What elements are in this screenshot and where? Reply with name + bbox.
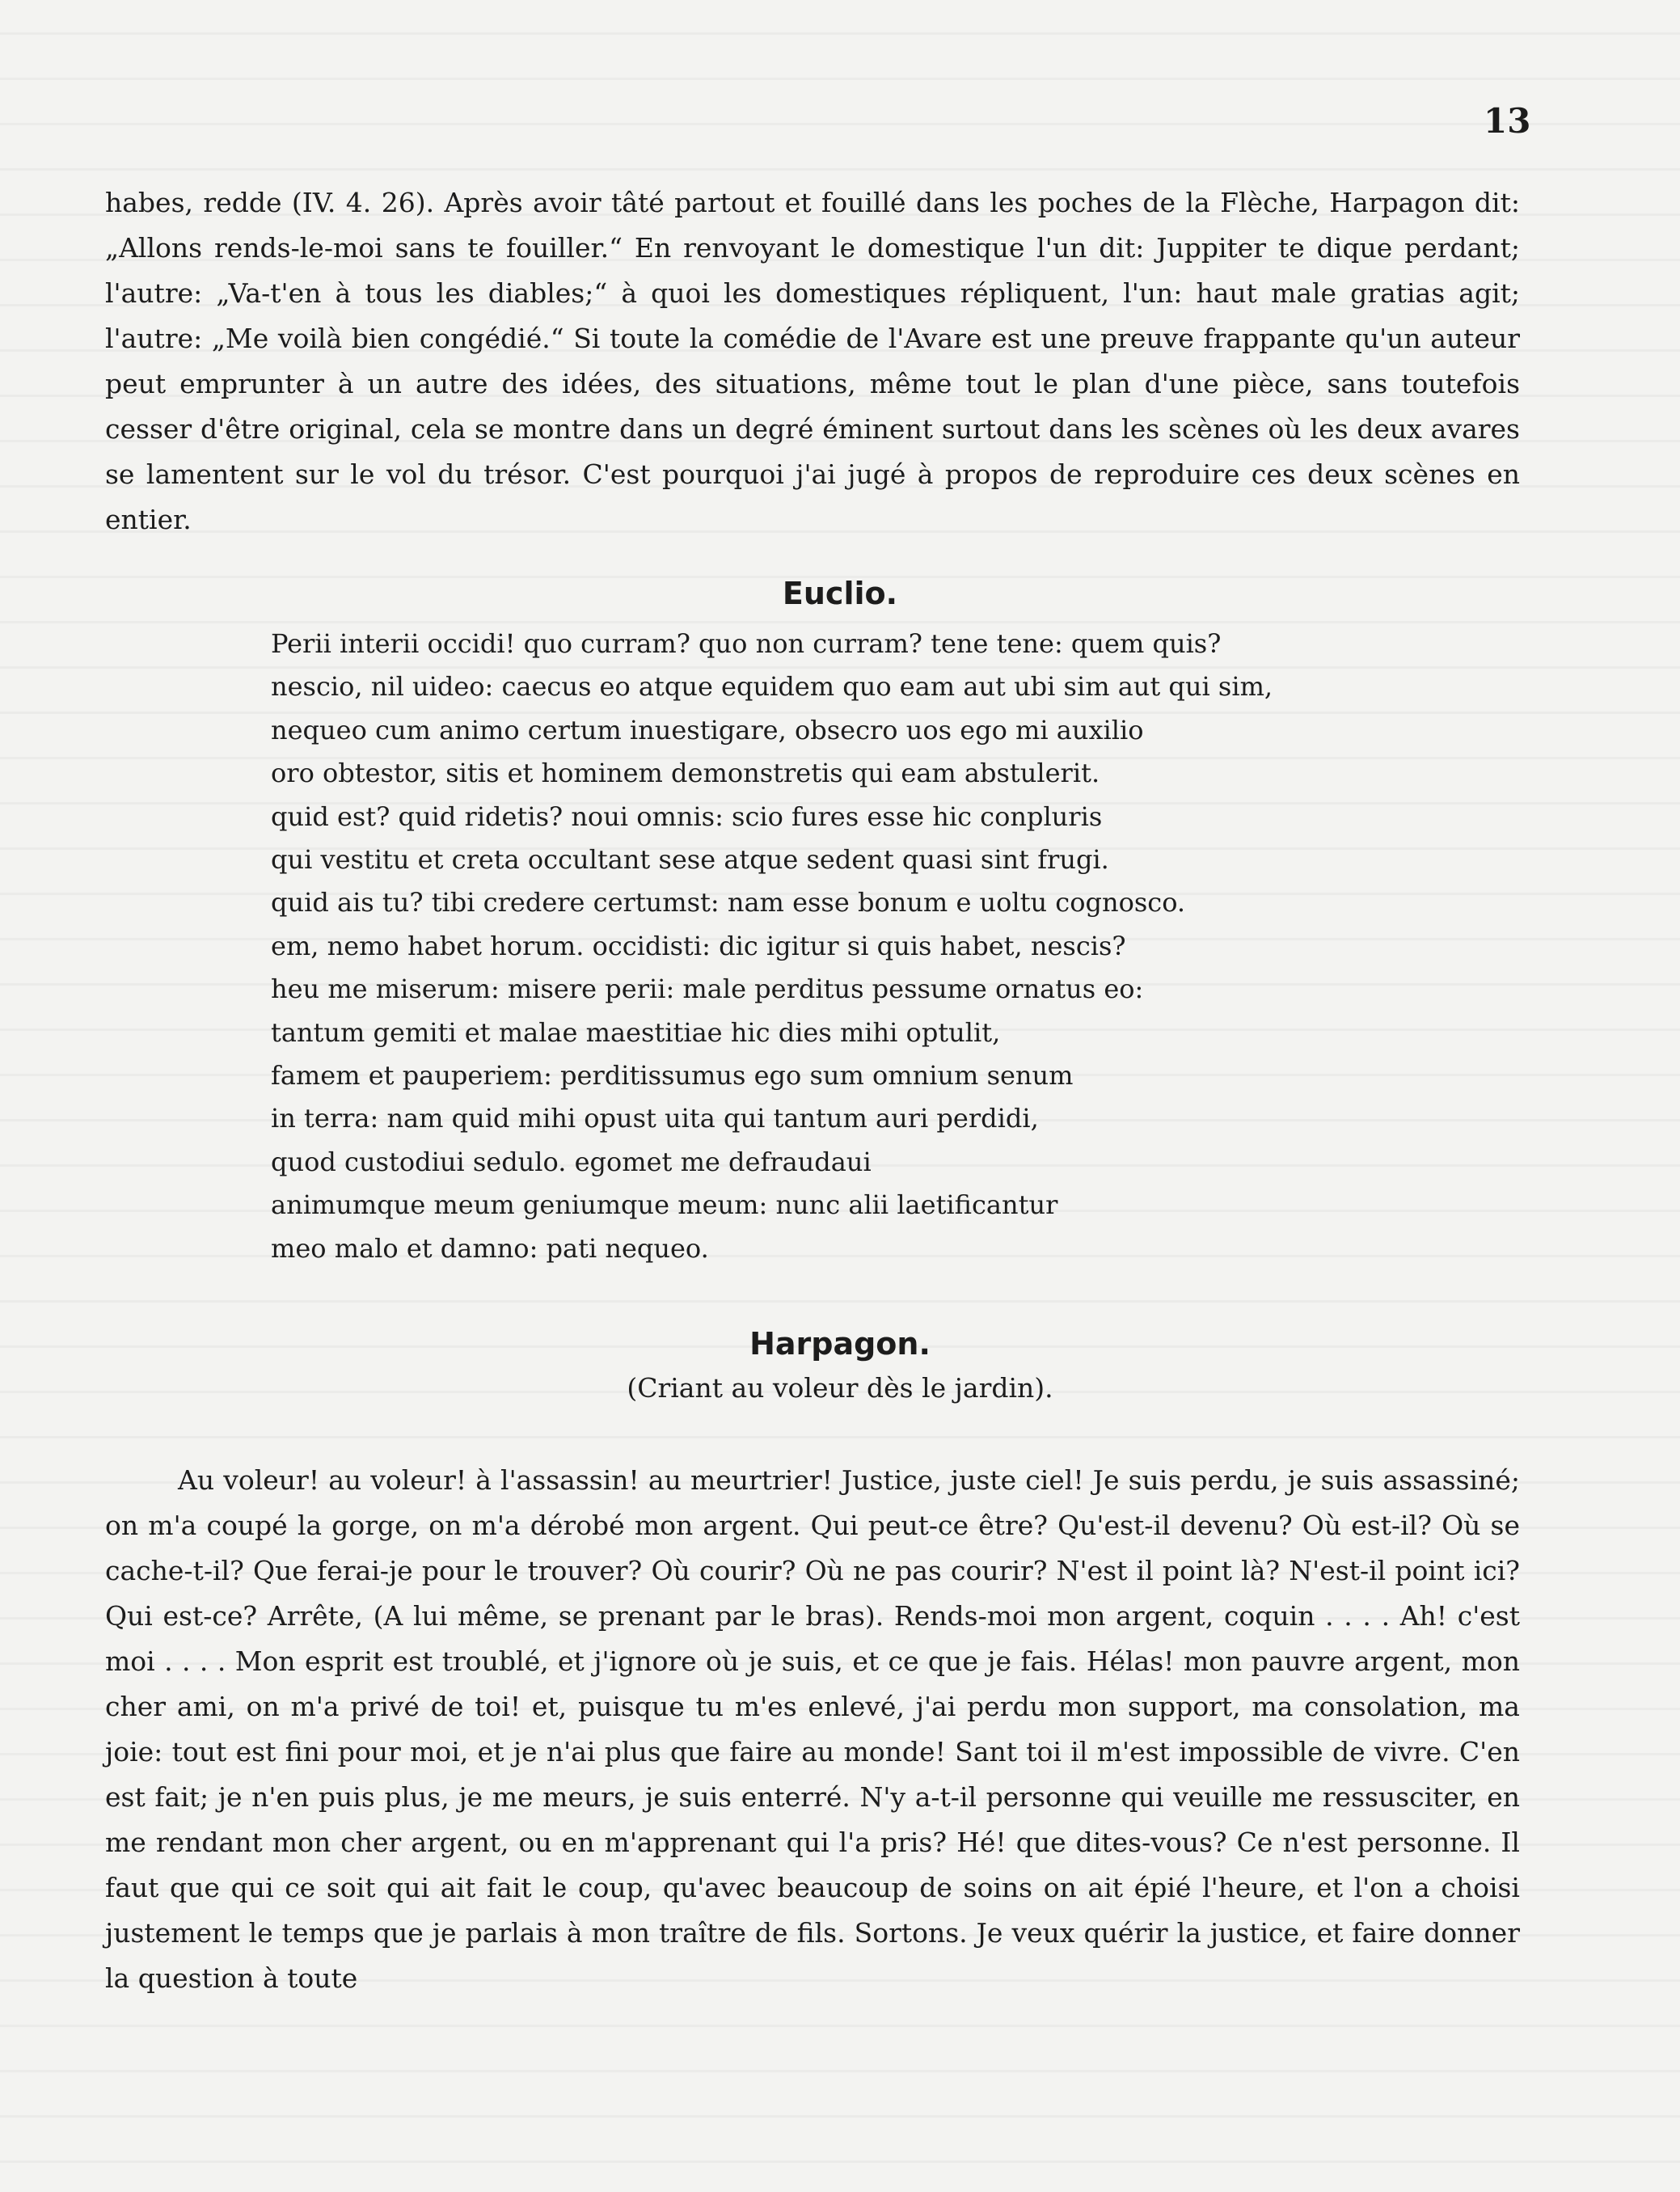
verse-line: em, nemo habet horum. occidisti: dic igitur si quis habet, nescis? xyxy=(271,930,1126,961)
verse-line: heu me miserum: misere perii: male perditus pessume ornatus eo: xyxy=(271,974,1144,1005)
verse-line: nescio, nil uideo: caecus eo atque equidem quo eam aut ubi sim aut qui sim, xyxy=(271,671,1273,703)
verse-line: animumque meum geniumque meum: nunc alii laetificantur xyxy=(271,1189,1058,1221)
verse-line: in terra: nam quid mihi opust uita qui tantum auri perdidi, xyxy=(271,1103,1039,1134)
page-number: 13 xyxy=(1484,101,1531,141)
harpagon-heading: Harpagon. xyxy=(749,1326,931,1362)
verse-line: quid est? quid ridetis? noui omnis: scio fures esse hic conpluris xyxy=(271,800,1103,832)
stage-direction: (Criant au voleur dès le jardin). xyxy=(627,1372,1053,1404)
harpagon-monologue: Au voleur! au voleur! à l'assassin! au meurtrier! Justice, juste ciel! Je suis perdu, je suis assassiné; on m'a coupé la gorge, on m'a dérobé mon argent. Qui peut-ce être? Qu'est-il devenu? Où est-il? Où se cache-t-il? Que ferai-je pour le trouver? Où courir? Où ne pas courir? N'est il point là? N'est-il point ici? Qui est-ce? Arrête, (A lui même, se prenant par le bras). Rends-moi mon argent, coquin . . . . Ah! c'est moi . . . . Mon esprit est troublé, et j'ignore où je suis, et ce que je fais. Hélas! mon pauvre argent, mon cher ami, on m'a privé de toi! et, puisque tu m'es enlevé, j'ai perdu mon support, ma consolation, ma joie: tout est fini pour moi, et je n'ai plus que faire au monde! Sant toi il m'est impossible de vivre. C'en est fait; je n'en puis plus, je me meurs, je suis enterré. N'y a-t-il personne qui veuille me ressusciter, en me rendant mon cher argent, ou en m'apprenant qui l'a pris? Hé! que dites-vous? Ce n'est personne. Il faut que qui ce soit qui ait fait le coup, qu'avec beaucoup de soins on ait épié l'heure, et l'on a choisi justement le temps que je parlais à mon traître de fils. Sortons. Je veux quérir la justice, et faire donner la question à toute xyxy=(105,1464,1520,1994)
verse-line: quod custodiui sedulo. egomet me defraudaui xyxy=(271,1146,872,1177)
verse-line: meo malo et damno: pati nequeo. xyxy=(271,1232,709,1264)
verse-line: famem et pauperiem: perditissumus ego sum omnium senum xyxy=(271,1060,1074,1092)
euclio-heading: Euclio. xyxy=(782,576,898,611)
verse-line: oro obtestor, sitis et hominem demonstretis qui eam abstulerit. xyxy=(271,758,1100,789)
intro-paragraph: habes, redde (IV. 4. 26). Après avoir tâté partout et fouillé dans les poches de la Flèche, Harpagon dit: „Allons rends-le-moi sans te fouiller.“ En renvoyant le domestique l'un dit: Juppiter te dique perdant; l'autre: „Va-t'en à tous les diables;“ à quoi les domestiques répliquent, l'un: haut male gratias agit; l'autre: „Me voilà bien congédié.“ Si toute la comédie de l'Avare est une preuve frappante qu'un auteur peut emprunter à un autre des idées, des situations, même tout le plan d'une pièce, sans toutefois cesser d'être original, cela se montre dans un degré éminent surtout dans les scènes où les deux avares se lamentent sur le vol du trésor. C'est pourquoi j'ai jugé à propos de reproduire ces deux scènes en entier. xyxy=(105,187,1520,535)
euclio-verses xyxy=(271,623,1484,1270)
verse-line: qui vestitu et creta occultant sese atque sedent quasi sint frugi. xyxy=(271,844,1109,876)
verse-line: tantum gemiti et malae maestitiae hic dies mihi optulit, xyxy=(271,1016,1001,1048)
verse-line: quid ais tu? tibi credere certumst: nam esse bonum e uoltu cognosco. xyxy=(271,887,1186,919)
verse-line: Perii interii occidi! quo curram? quo non curram? tene tene: quem quis? xyxy=(271,628,1222,659)
verse-line: nequeo cum animo certum inuestigare, obsecro uos ego mi auxilio xyxy=(271,714,1144,745)
